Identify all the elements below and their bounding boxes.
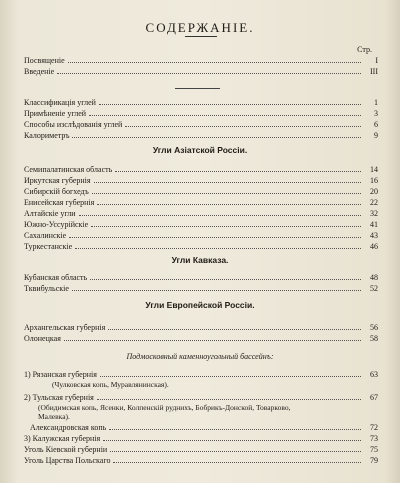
dot-leader (100, 369, 361, 377)
toc-page: 1 (374, 98, 378, 107)
toc-label: Алтайскіе угли (24, 209, 76, 218)
toc-label: Сахалинскіе (24, 231, 67, 240)
dot-leader (72, 130, 361, 138)
toc-label: Иркутская губернія (24, 176, 91, 185)
toc-label: Примѣненіе углей (24, 109, 87, 118)
toc-entry (24, 333, 378, 343)
dot-leader (99, 97, 361, 105)
toc-page: 14 (370, 165, 378, 174)
toc-label: Сибирскій богхедъ (24, 187, 89, 196)
toc-entry (24, 241, 378, 251)
dot-leader (89, 108, 361, 116)
section-heading-caucasus: Угли Кавказа. (171, 255, 229, 265)
toc-label: Семипалатинская область (24, 165, 113, 174)
subsection-heading-basin: Подмосковный каменноугольный бассейнъ: (126, 352, 274, 361)
toc-label: Калориметръ (24, 131, 70, 140)
dot-leader (103, 433, 361, 441)
toc-label: 1) Рязанская губернія (24, 370, 97, 379)
toc-label: Введеніе (24, 67, 55, 76)
toc-label: 3) Калужская губернія (24, 434, 101, 443)
toc-page: 32 (370, 209, 378, 218)
toc-entry (24, 392, 378, 402)
toc-entry (24, 164, 378, 174)
toc-page: 58 (370, 334, 378, 343)
toc-entry (24, 230, 378, 240)
toc-entry (24, 119, 378, 129)
dot-leader (91, 219, 361, 227)
dot-leader (69, 230, 361, 238)
toc-label: Уголь Кіевской губерніи (24, 445, 108, 454)
toc-entry (24, 175, 378, 185)
dot-leader (90, 272, 361, 280)
toc-entry (24, 130, 378, 140)
toc-page: 72 (370, 423, 378, 432)
dot-leader (110, 444, 361, 452)
toc-entry (24, 369, 378, 379)
toc-entry (24, 108, 378, 118)
toc-label: Способы изслѣдованія углей (24, 120, 123, 129)
toc-subentry: Малевка). (38, 412, 70, 421)
toc-page: 9 (374, 131, 378, 140)
toc-entry (24, 444, 378, 454)
toc-label: Кубанская область (24, 273, 88, 282)
toc-page: 67 (370, 393, 378, 402)
dot-leader (64, 333, 361, 341)
toc-page: 63 (370, 370, 378, 379)
toc-page: 22 (370, 198, 378, 207)
dot-leader (94, 175, 361, 183)
dot-leader (97, 392, 361, 400)
dot-leader (108, 322, 361, 330)
toc-page: 52 (370, 284, 378, 293)
toc-page: 43 (370, 231, 378, 240)
toc-page: 3 (374, 109, 378, 118)
toc-label: Посвященіе (24, 56, 65, 65)
toc-page: 16 (370, 176, 378, 185)
toc-entry (24, 55, 378, 65)
toc-subentry: (Обидимская копь, Ясенки, Колпенскій руднихъ, Бобрикъ-Донской, Товарково, (38, 403, 291, 412)
dot-leader (57, 66, 361, 74)
dot-leader (92, 186, 361, 194)
toc-entry (24, 322, 378, 332)
section-divider (175, 88, 220, 89)
section-heading-asia: Угли Азіатской Россіи. (152, 145, 248, 155)
dot-leader (125, 119, 361, 127)
toc-entry (30, 422, 378, 432)
toc-label: Александровская копь (30, 423, 107, 432)
toc-entry (24, 208, 378, 218)
toc-page: 75 (370, 445, 378, 454)
toc-subentry: (Чулковская копь, Муравлянинская). (52, 380, 169, 389)
toc-entry (24, 272, 378, 282)
dot-leader (109, 422, 361, 430)
toc-entry (24, 455, 378, 465)
page-title: СОДЕРЖАНІЕ. (145, 20, 255, 35)
toc-label: Архангельская губернія (24, 323, 106, 332)
toc-page: 6 (374, 120, 378, 129)
toc-entry (24, 219, 378, 229)
toc-entry (24, 433, 378, 443)
toc-label: Енисейская губернія (24, 198, 95, 207)
toc-label: Южно-Уссурійскіе (24, 220, 89, 229)
toc-entry (24, 186, 378, 196)
dot-leader (72, 283, 361, 291)
toc-label: 2) Тульская губернія (24, 393, 94, 402)
toc-entry (24, 97, 378, 107)
dot-leader (115, 164, 361, 172)
toc-entry (24, 66, 378, 76)
page-column-header: Стр. (357, 45, 372, 54)
toc-page: I (375, 56, 378, 65)
toc-label: Тквибульскіе (24, 284, 69, 293)
dot-leader (68, 55, 361, 63)
dot-leader (113, 455, 361, 463)
toc-page: 73 (370, 434, 378, 443)
toc-label: Уголь Царства Польскаго (24, 456, 111, 465)
toc-label: Туркестанскіе (24, 242, 73, 251)
toc-entry (24, 283, 378, 293)
toc-page: 48 (370, 273, 378, 282)
toc-label: Олонецкая (24, 334, 61, 343)
dot-leader (79, 208, 361, 216)
section-heading-europe: Угли Европейской Россіи. (145, 300, 255, 310)
toc-page: 46 (370, 242, 378, 251)
toc-page: 20 (370, 187, 378, 196)
toc-page: 41 (370, 220, 378, 229)
toc-entry (24, 197, 378, 207)
dot-leader (97, 197, 361, 205)
toc-page: III (370, 67, 378, 76)
title-rule (185, 36, 217, 37)
toc-label: Классификація углей (24, 98, 96, 107)
toc-page: 79 (370, 456, 378, 465)
dot-leader (75, 241, 361, 249)
toc-page: 56 (370, 323, 378, 332)
